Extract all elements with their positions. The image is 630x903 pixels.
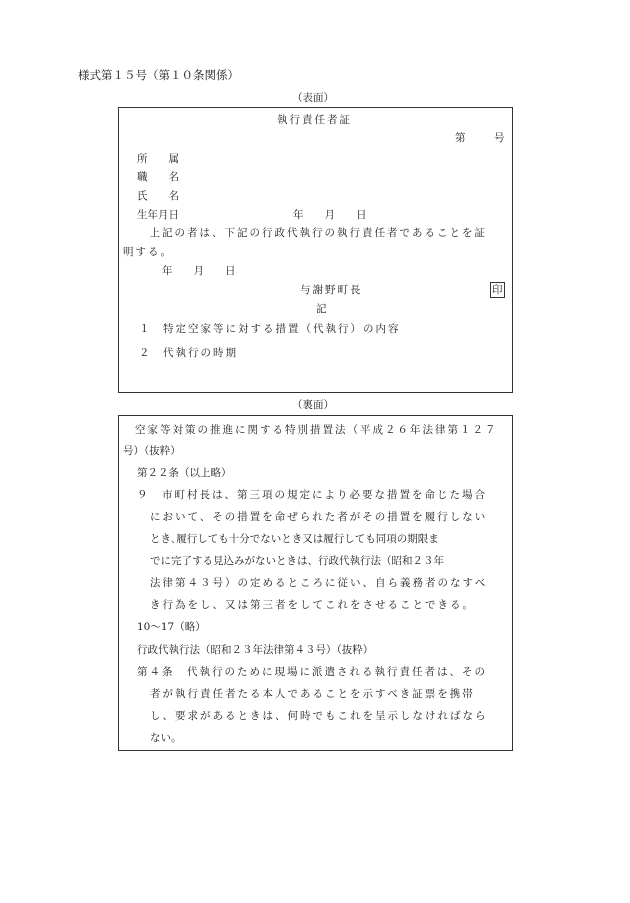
back-line-13: 者が執行責任者たる本人であることを示すべき証票を携帯: [150, 688, 475, 700]
back-line-2: 号）（抜粋）: [123, 445, 181, 457]
item-1-number: １: [139, 323, 150, 335]
form-title: 様式第１５号（第１０条関係）: [78, 68, 239, 82]
back-line-7: でに完了する見込みがないときは、行政代執行法（昭和２３年: [150, 555, 444, 567]
back-line-9: き行為をし、又は第三者をしてこれをさせることできる。: [150, 599, 475, 611]
number-suffix: 号: [494, 132, 505, 144]
front-card-title: 執行責任者証: [277, 114, 352, 126]
item-2-text: 代執行の時期: [163, 347, 238, 359]
back-line-4: ９ 市町村長は、第三項の規定により必要な措置を命じた場合: [137, 489, 487, 501]
certification-text-1: 上記の者は、下記の行政代執行の執行責任者であることを証: [137, 227, 487, 239]
back-line-3: 第２２条（以上略）: [137, 467, 232, 479]
back-line-1: 空家等対策の推進に関する特別措置法（平成２６年法律第１２７: [135, 424, 498, 436]
back-line-5: において、その措置を命ぜられた者がその措置を履行しない: [150, 511, 488, 523]
front-heading: （表面）: [292, 92, 334, 104]
back-line-11: 行政代執行法（昭和２３年法律第４３号）（抜粋）: [137, 644, 374, 656]
certification-text-2: 明する。: [123, 246, 173, 258]
item-2-number: ２: [139, 347, 150, 359]
issuer-name: 与謝野町長: [300, 284, 363, 296]
back-line-10: 10〜17（略）: [137, 621, 206, 633]
seal-mark: 印: [492, 284, 503, 296]
field-birthdate-value: 年 月 日: [293, 209, 367, 221]
back-line-12: 第４条 代執行のために現場に派遣される執行責任者は、その: [137, 666, 487, 678]
item-1-text: 特定空家等に対する措置（代執行）の内容: [163, 323, 401, 335]
back-line-8: 法律第４３号）の定めるところに従い、自ら義務者のなすべ: [150, 577, 488, 589]
field-affiliation-label: 所 属: [137, 153, 179, 165]
field-position-label: 職 名: [137, 171, 179, 183]
back-line-14: し、要求があるときは、何時でもこれを呈示しなければなら: [150, 710, 488, 722]
field-birthdate-label: 生年月日: [137, 209, 179, 221]
field-name-label: 氏 名: [137, 190, 179, 202]
back-line-6: とき､履行しても十分でないとき又は履行しても同項の期限ま: [150, 533, 439, 545]
issue-date: 年 月 日: [162, 265, 236, 277]
back-heading: （裏面）: [292, 399, 334, 411]
ki-heading: 記: [316, 303, 327, 315]
number-prefix: 第: [455, 132, 466, 144]
back-line-15: ない。: [150, 732, 182, 744]
